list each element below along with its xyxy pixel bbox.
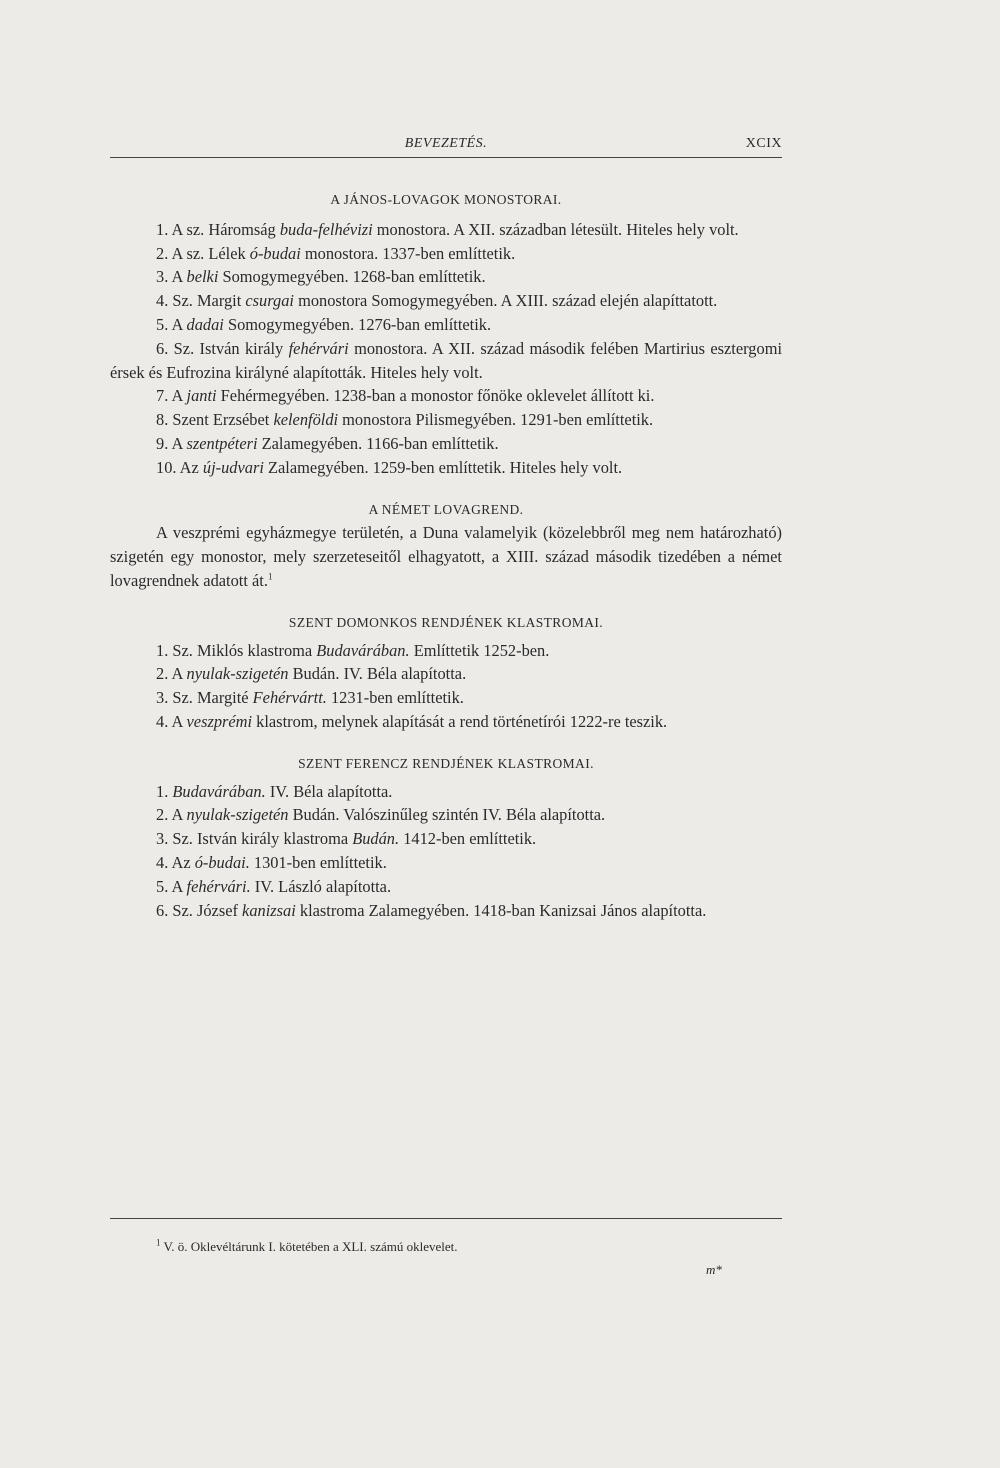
page-number: XCIX [745,136,782,151]
list-item: 4. Az ó-budai. 1301-ben említtetik. [156,852,387,872]
list-item: 3. Sz. Margité Fehérvártt. 1231-ben említtetik. [156,688,464,708]
list-item: 3. A belki Somogymegyében. 1268-ban említtetik. [156,267,486,287]
footnote [110,1238,782,1256]
running-title: BEVEZETÉS. [404,136,488,151]
footnote-reference: 1 [267,571,273,582]
footnote-rule [110,1218,782,1219]
list-item: 5. A dadai Somogymegyében. 1276-ban említtetik. [156,314,492,334]
list-item: 2. A nyulak-szigetén Budán. Valószinűleg szintén IV. Béla alapította. [156,805,606,825]
list-item: 3. Sz. István király klastroma Budán. 1412-ben említtetik. [156,829,537,849]
list-item: 1. Sz. Miklós klastroma Budavárában. Említtetik 1252-ben. [156,640,550,660]
footnote-text: V. ö. Oklevéltárunk I. kötetében a XLI. számú oklevelet. [163,1239,458,1254]
printer-signature: m* [706,1262,722,1277]
section-heading-szent-domonkos: SZENT DOMONKOS RENDJÉNEK KLASTROMAI. [288,614,604,630]
list-item: 4. A veszprémi klastrom, melynek alapítását a rend történetírói 1222-re teszik. [156,711,668,731]
list-item: 1. Budavárában. IV. Béla alapította. [156,781,393,801]
list-item: 5. A fehérvári. IV. László alapította. [156,876,392,896]
section-heading-nemet-lovagrend: A NÉMET LOVAGREND. [368,501,524,517]
list-item: 2. A sz. Lélek ó-budai monostora. 1337-ben említtetik. [156,243,516,263]
list-item: 6. Sz. István király fehérvári monostora. A XII. század második felében Martirius esztergomi érsek és Eufrozina királyné alapították. Hiteles hely volt. [110,338,782,382]
list-item: 7. A janti Fehérmegyében. 1238-ban a monostor főnöke oklevelet állított ki. [156,386,655,406]
list-item: 10. Az új-udvari Zalamegyében. 1259-ben említtetik. Hiteles hely volt. [156,457,623,477]
header-rule [110,157,782,158]
main-text [110,188,782,922]
page-header [110,136,782,158]
section-heading-szent-ferencz: SZENT FERENCZ RENDJÉNEK KLASTROMAI. [298,755,594,771]
list-item: 2. A nyulak-szigetén Budán. IV. Béla alapította. [156,664,467,684]
list-item: 8. Szent Erzsébet kelenföldi monostora Pilismegyében. 1291-ben említtetik. [156,410,654,430]
list-item: 9. A szentpéteri Zalamegyében. 1166-ban említtetik. [156,433,499,453]
list-item: 6. Sz. József kanizsai klastroma Zalamegyében. 1418-ban Kanizsai János alapította. [156,900,707,920]
list-item: 4. Sz. Margit csurgai monostora Somogymegyében. A XIII. század elején alapíttatott. [156,291,718,311]
section-heading-janos-lovagok: A JÁNOS-LOVAGOK MONOSTORAI. [330,192,562,207]
footnote-mark: 1 [156,1237,161,1248]
list-item: 1. A sz. Háromság buda-felhévizi monostora. A XII. században létesült. Hiteles hely volt. [156,219,739,239]
section-paragraph: A veszprémi egyházmegye területén, a Duna valamelyik (közelebbről meg nem határozható) szigetén egy monostor, mely szerzeteseitől elhagyatott, a XIII. század második tizedében a német lovagrendnek adatott át.$^1$ [110,523,782,590]
